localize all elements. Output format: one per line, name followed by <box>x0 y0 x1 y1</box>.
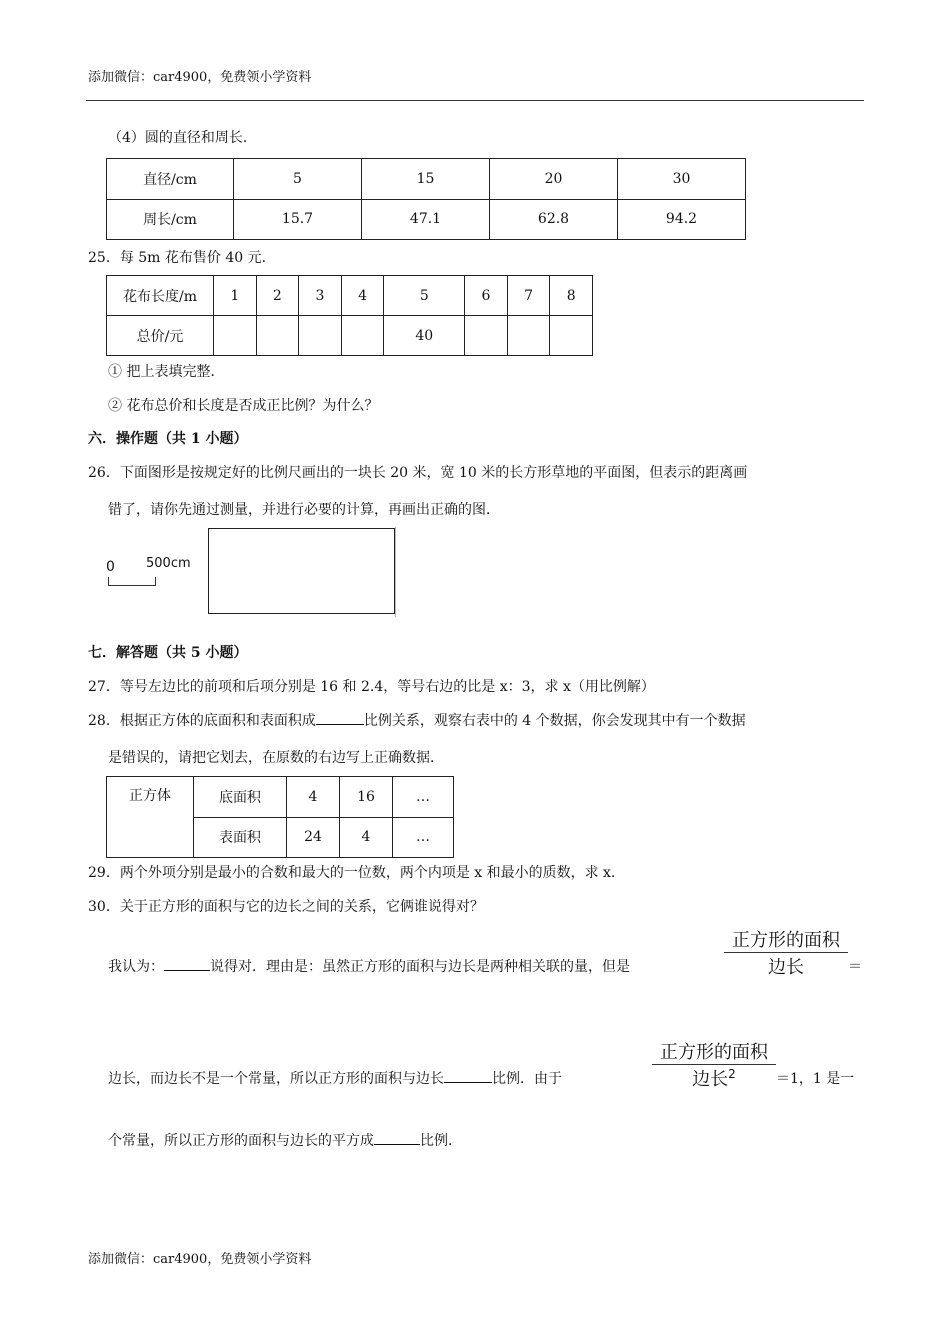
table-cell <box>256 316 299 356</box>
section-7-heading: 七．解答题（共 5 小题） <box>88 645 248 661</box>
answer-blank[interactable] <box>374 1130 420 1145</box>
table-cell <box>341 316 384 356</box>
q26-line2: 错了，请你先通过测量，并进行必要的计算，再画出正确的图． <box>108 502 500 518</box>
table-cell <box>299 316 342 356</box>
fraction-denominator <box>652 1064 776 1091</box>
table-cell: 5 <box>234 159 362 200</box>
q24-4-title: （4）圆的直径和周长． <box>108 130 257 146</box>
table-cell: 8 <box>550 276 593 316</box>
q29-text: 29．两个外项分别是最小的合数和最大的一位数，两个内项是 x 和最小的质数，求 x． <box>88 865 625 881</box>
q25-sub2: ② 花布总价和长度是否成正比例？为什么？ <box>108 398 379 414</box>
table-cell: 6 <box>465 276 508 316</box>
answer-blank[interactable] <box>444 1068 492 1083</box>
table-cell: 4 <box>287 777 340 818</box>
table-cell: 7 <box>507 276 550 316</box>
q30-line2 <box>108 1068 562 1088</box>
table-cell: 3 <box>299 276 342 316</box>
table-cell: 1 <box>214 276 257 316</box>
table-cell: 62.8 <box>490 199 618 240</box>
fraction-denominator: 边长 <box>724 952 848 979</box>
q25-sub1: ① 把上表填完整． <box>108 364 225 380</box>
table-cell: 4 <box>341 276 384 316</box>
table-cell: 4 <box>340 817 393 858</box>
q28-line1-start: 28．根据正方体的底面积和表面积成 <box>88 713 316 729</box>
table-cell: 15 <box>362 159 490 200</box>
table-cell: 47.1 <box>362 199 490 240</box>
q30-line1 <box>108 956 630 976</box>
table-cell <box>550 316 593 356</box>
q26-line1: 26．下面图形是按规定好的比例尺画出的一块长 20 米，宽 10 米的长方形草地的平面图，但表示的距离画 <box>88 465 748 481</box>
scale-bar <box>108 577 156 586</box>
figure-edge <box>395 527 398 617</box>
section-6-heading: 六．操作题（共 1 小题） <box>88 431 248 447</box>
q30-line2-end: ＝1，1 是一 <box>776 1071 855 1087</box>
fraction-denominator-text: 边长 <box>692 1069 729 1090</box>
table-cell: 2 <box>256 276 299 316</box>
table-cell: … <box>393 817 454 858</box>
fraction-area-over-side <box>724 926 848 979</box>
table-cell: 40 <box>384 316 465 356</box>
table-cell: 底面积 <box>194 777 287 818</box>
table-cell <box>465 316 508 356</box>
q30-line3-end: 比例． <box>420 1133 462 1149</box>
table-cell: 表面积 <box>194 817 287 858</box>
table-cell <box>507 316 550 356</box>
q30-line1-start: 我认为： <box>108 959 164 975</box>
q28-line1 <box>88 710 746 730</box>
q24-4-table <box>106 158 746 240</box>
table-cell: 总价/元 <box>107 316 214 356</box>
table-cell: 正方体 <box>107 777 194 858</box>
fraction-area-over-side-squared <box>652 1038 776 1091</box>
table-cell: 周长/cm <box>107 199 234 240</box>
q28-line2: 是错误的，请把它划去，在原数的右边写上正确数据． <box>108 750 444 766</box>
q30-line2-start: 边长，而边长不是一个常量，所以正方形的面积与边长 <box>108 1071 444 1087</box>
q25-title: 25．每 5m 花布售价 40 元． <box>88 250 276 266</box>
table-cell: 花布长度/m <box>107 276 214 316</box>
table-cell: 直径/cm <box>107 159 234 200</box>
table-cell: 15.7 <box>234 199 362 240</box>
scale-zero-label: 0 <box>106 559 115 575</box>
table-cell: 30 <box>618 159 746 200</box>
scale-label: 500cm <box>146 556 191 571</box>
table-cell <box>214 316 257 356</box>
answer-blank[interactable] <box>316 710 364 725</box>
table-cell: 16 <box>340 777 393 818</box>
page-footer: 添加微信：car4900，免费领小学资料 <box>88 1252 312 1267</box>
answer-blank[interactable] <box>164 956 210 971</box>
q25-table <box>106 275 593 356</box>
exponent: 2 <box>728 1067 736 1081</box>
fraction-numerator: 正方形的面积 <box>732 930 840 951</box>
q30-line1-end: ＝ <box>848 959 862 975</box>
q30-title: 30．关于正方形的面积与它的边长之间的关系，它俩谁说得对？ <box>88 899 484 915</box>
q28-line1-end: 比例关系，观察右表中的 4 个数据，你会发现其中有一个数据 <box>363 713 746 729</box>
q30-line3 <box>108 1130 462 1150</box>
table-cell: 24 <box>287 817 340 858</box>
lawn-rectangle <box>208 528 395 614</box>
table-cell: 20 <box>490 159 618 200</box>
q26-figure <box>106 527 398 619</box>
q30-line1-mid: 说得对．理由是：虽然正方形的面积与边长是两种相关联的量，但是 <box>210 959 630 975</box>
page-header: 添加微信：car4900，免费领小学资料 <box>88 70 312 85</box>
q30-line3-start: 个常量，所以正方形的面积与边长的平方成 <box>108 1133 374 1149</box>
q28-table <box>106 776 454 858</box>
q30-line2-mid: 比例．由于 <box>492 1071 562 1087</box>
table-cell: 94.2 <box>618 199 746 240</box>
fraction-numerator: 正方形的面积 <box>660 1042 768 1063</box>
header-rule <box>86 100 864 101</box>
table-cell: 5 <box>384 276 465 316</box>
q27-text: 27．等号左边比的前项和后项分别是 16 和 2.4，等号右边的比是 x：3，求 x（用比例解） <box>88 679 655 695</box>
table-cell: … <box>393 777 454 818</box>
